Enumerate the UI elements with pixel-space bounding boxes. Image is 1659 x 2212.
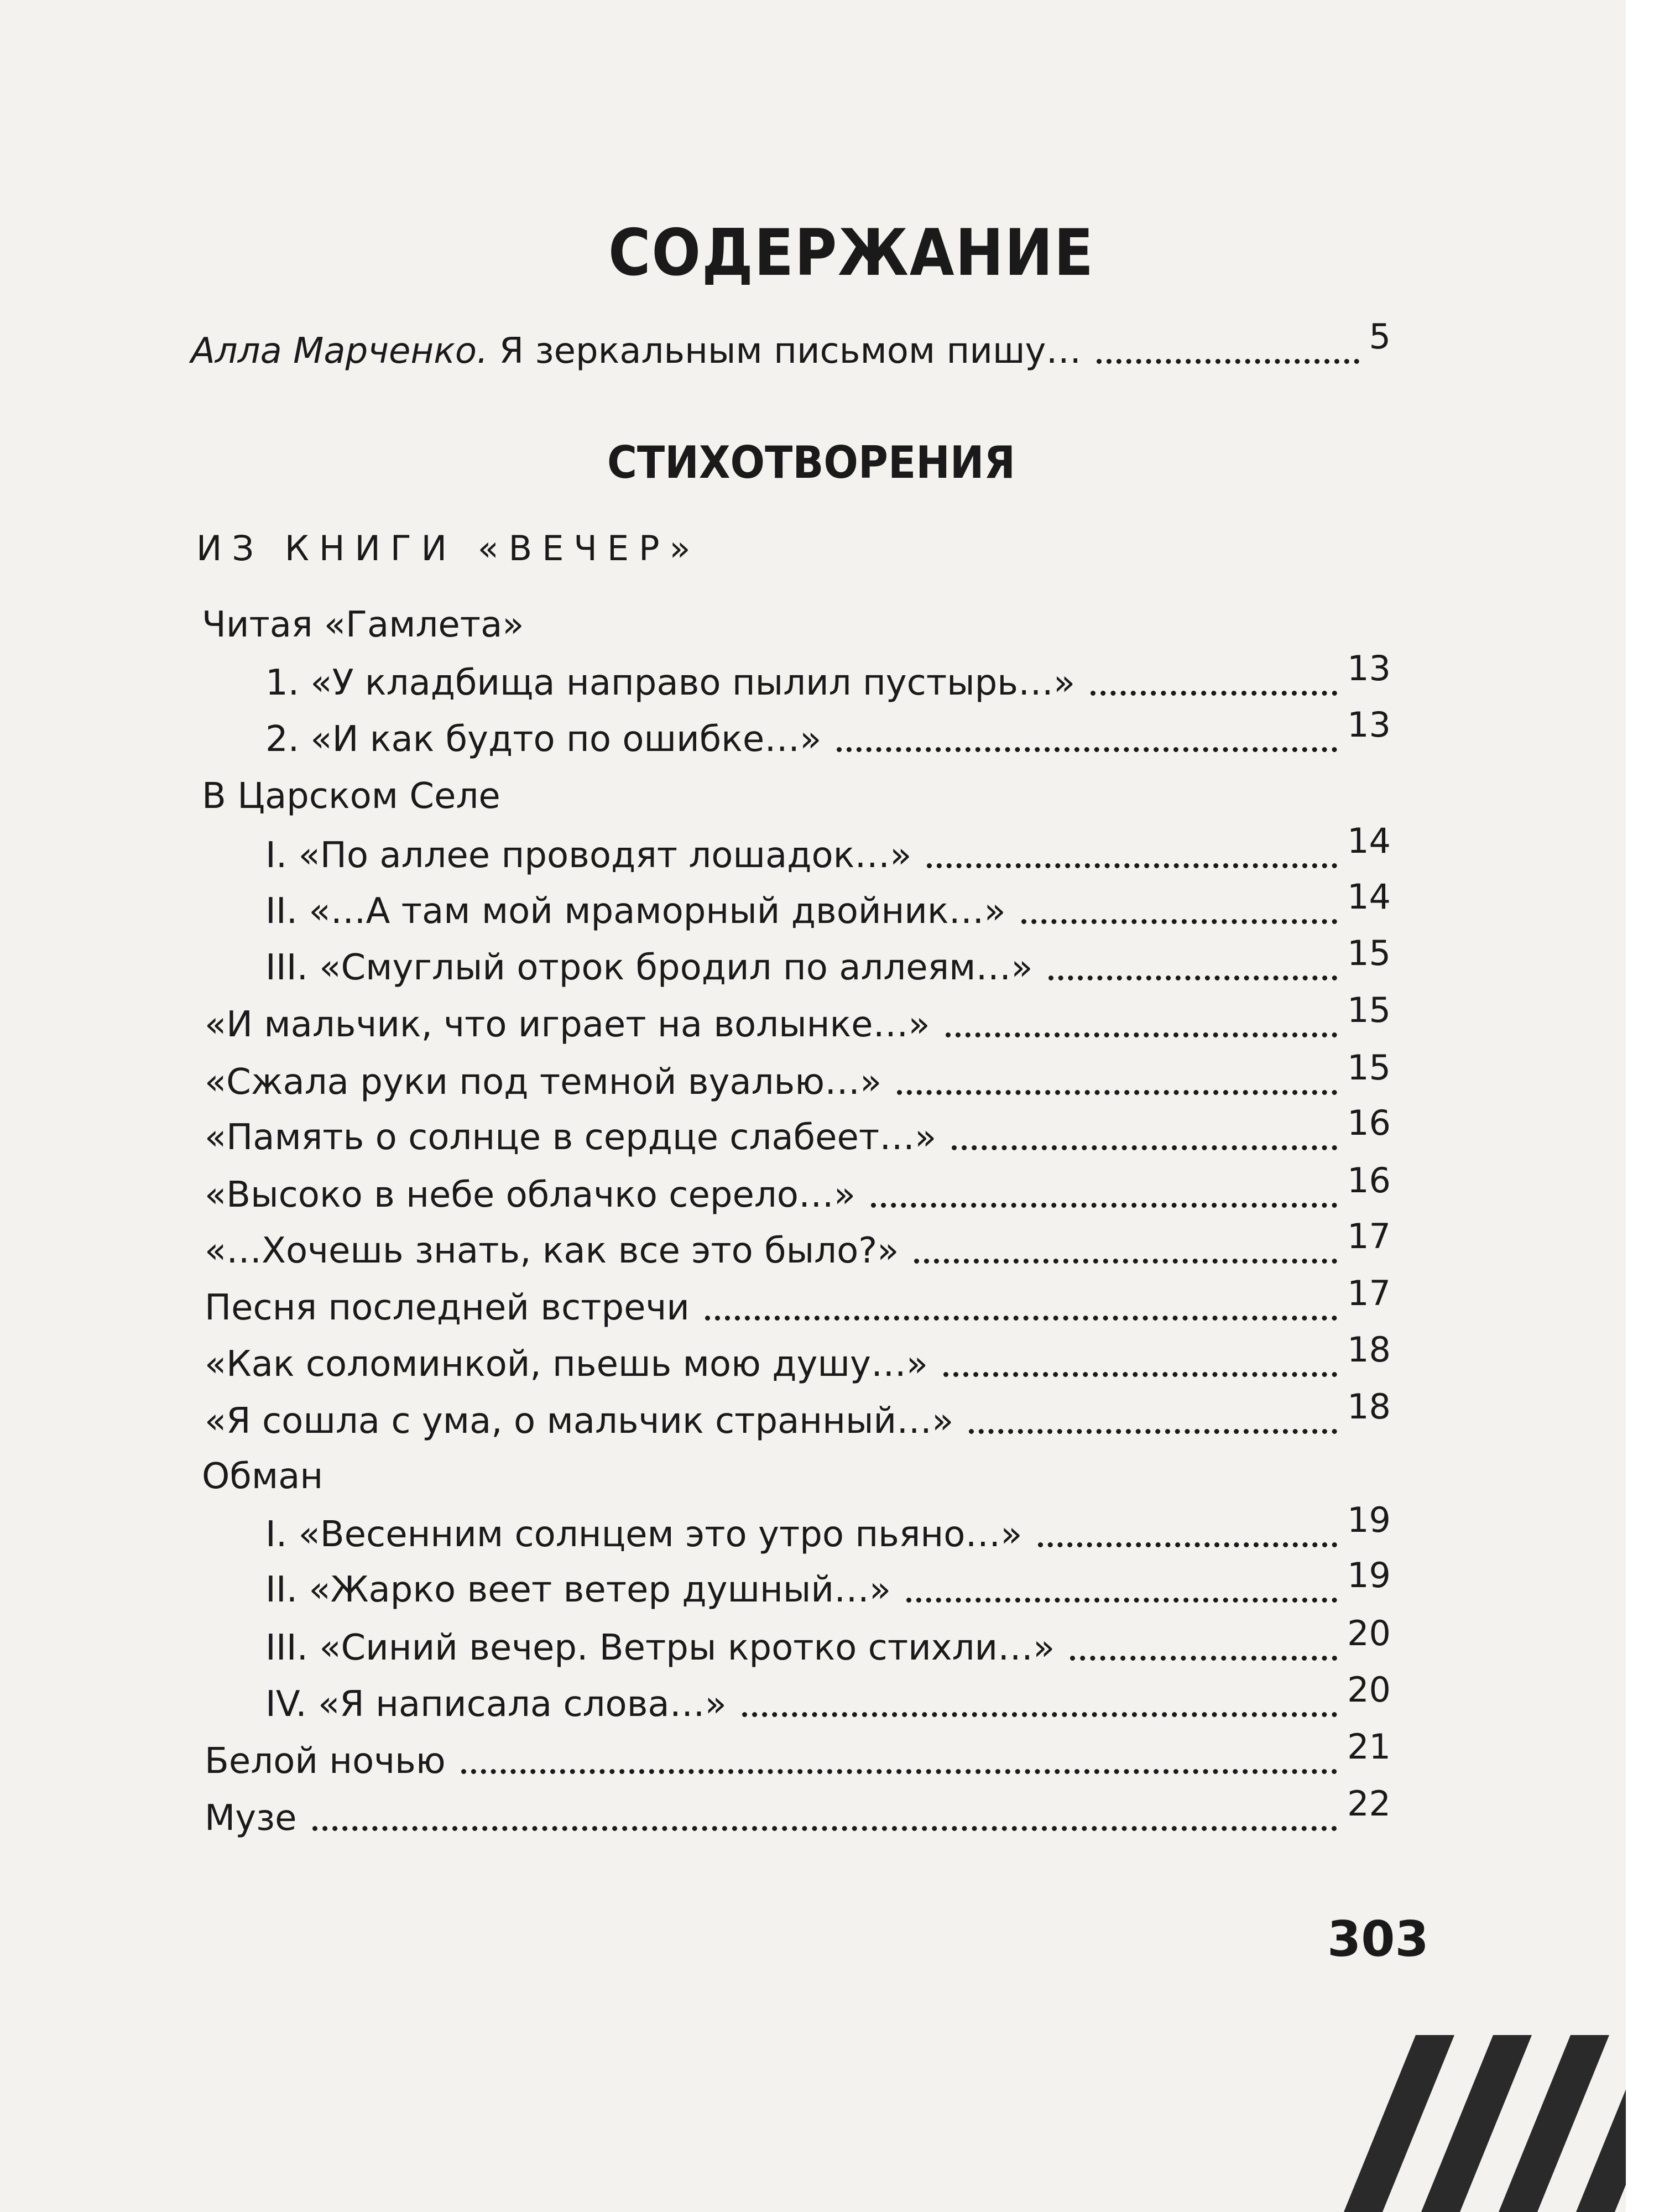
- toc-entry-title: IV. «Я написала слова…»: [265, 1684, 727, 1725]
- leader-dots: [871, 1203, 1337, 1208]
- leader-dots: [969, 1429, 1337, 1434]
- toc-intro-row: [191, 316, 1391, 376]
- toc-entry-title: I. «Весенним солнцем это утро пьяно…»: [265, 1514, 1022, 1555]
- toc-entry-title: Музе: [205, 1798, 297, 1839]
- leader-dots: [927, 863, 1337, 868]
- book-title: ИЗ КНИГИ «ВЕЧЕР»: [196, 528, 701, 568]
- page-ref: 18: [1347, 1386, 1391, 1427]
- leader-dots: [1021, 919, 1337, 924]
- toc-entry-title: «Как соломинкой, пьешь мою душу…»: [205, 1344, 928, 1385]
- toc-group-heading: Читая «Гамлета»: [202, 604, 524, 645]
- toc-entry-title: III. «Смуглый отрок бродил по аллеям…»: [265, 947, 1033, 988]
- toc-group-heading: Обман: [202, 1456, 324, 1497]
- toc-sub-entry: [265, 933, 1391, 993]
- toc-intro-text: [191, 326, 1081, 376]
- toc-entry-title: III. «Синий вечер. Ветры кротко стихли…»: [265, 1627, 1055, 1668]
- toc-entry-title: «Высоко в небе облачко серело…»: [205, 1175, 856, 1215]
- toc-sub-entry: [265, 705, 1391, 764]
- page-ref: 14: [1347, 821, 1391, 861]
- leader-dots: [1038, 1542, 1338, 1547]
- toc-entry: [205, 1160, 1391, 1220]
- page-ref: 17: [1347, 1273, 1391, 1313]
- page-ref: 13: [1347, 705, 1391, 745]
- page-ref: 14: [1347, 877, 1391, 917]
- leader-dots: [461, 1769, 1337, 1774]
- leader-dots: [1091, 691, 1337, 696]
- toc-entry-title: Песня последней встречи: [205, 1287, 690, 1328]
- leader-dots: [1048, 975, 1338, 980]
- leader-dots: [705, 1316, 1337, 1321]
- toc-entry-title: II. «…А там мой мраморный двойник…»: [265, 891, 1006, 932]
- page-ref: 5: [1369, 316, 1391, 357]
- page-ref: 19: [1347, 1500, 1391, 1540]
- page-ref: 22: [1347, 1783, 1391, 1824]
- leader-dots: [1070, 1656, 1337, 1661]
- toc-entry: [205, 1103, 1391, 1162]
- toc-entry: [205, 1273, 1391, 1333]
- leader-dots: [312, 1826, 1338, 1831]
- leader-dots: [837, 747, 1337, 752]
- decorative-stripes: [1327, 2035, 1626, 2212]
- page-ref: 18: [1347, 1329, 1391, 1370]
- toc-entry: [205, 1047, 1391, 1107]
- toc-entry: [205, 1783, 1391, 1843]
- toc-sub-entry: [265, 1500, 1391, 1559]
- page-ref: 20: [1347, 1670, 1391, 1710]
- page-ref: 15: [1347, 990, 1391, 1030]
- toc-entry-title: 2. «И как будто по ошибке…»: [265, 719, 822, 760]
- page-ref: 19: [1347, 1555, 1391, 1595]
- section-title: СТИХОТВОРЕНИЯ: [607, 437, 1016, 488]
- leader-dots: [943, 1372, 1337, 1377]
- leader-dots: [906, 1598, 1337, 1603]
- page-ref: 15: [1347, 1047, 1391, 1088]
- toc-entry: [205, 1329, 1391, 1389]
- toc-entry-title: «Я сошла с ума, о мальчик странный…»: [205, 1401, 954, 1442]
- page-number: 303: [1327, 1911, 1429, 1968]
- toc-group-heading: В Царском Селе: [202, 776, 500, 817]
- page-ref: 16: [1347, 1160, 1391, 1201]
- page-ref: 17: [1347, 1216, 1391, 1256]
- toc-sub-entry: [265, 648, 1391, 708]
- leader-dots: [1097, 359, 1359, 364]
- leader-dots: [946, 1032, 1337, 1037]
- toc-entry-title: Белой ночью: [205, 1741, 446, 1782]
- toc-sub-entry: [265, 1555, 1391, 1615]
- toc-sub-entry: [265, 877, 1391, 936]
- toc-entry-title: «И мальчик, что играет на волынке…»: [205, 1004, 930, 1045]
- toc-entry-title: 1. «У кладбища направо пылил пустырь…»: [265, 662, 1076, 703]
- page-edge: [1626, 0, 1659, 2212]
- leader-dots: [742, 1712, 1337, 1717]
- toc-entry: [205, 1726, 1391, 1786]
- toc-entry-title: «…Хочешь знать, как все это было?»: [205, 1230, 899, 1271]
- toc-entry-title: I. «По аллее проводят лошадок…»: [265, 835, 912, 876]
- intro-title: Я зеркальным письмом пишу…: [499, 331, 1082, 372]
- page-ref: 16: [1347, 1103, 1391, 1143]
- page-ref: 15: [1347, 933, 1391, 973]
- leader-dots: [897, 1090, 1337, 1095]
- toc-entry: [205, 1386, 1391, 1446]
- page-title: СОДЕРЖАНИЕ: [608, 216, 1094, 290]
- toc-sub-entry: [265, 1613, 1391, 1673]
- intro-author: Алла Марченко.: [191, 331, 488, 372]
- toc-sub-entry: [265, 821, 1391, 880]
- toc-sub-entry: [265, 1670, 1391, 1729]
- toc-entry: [205, 990, 1391, 1050]
- toc-entry-title: II. «Жарко веет ветер душный…»: [265, 1569, 891, 1610]
- toc-entry: [205, 1216, 1391, 1276]
- page-ref: 21: [1347, 1726, 1391, 1767]
- page-ref: 20: [1347, 1613, 1391, 1653]
- leader-dots: [952, 1145, 1337, 1150]
- leader-dots: [914, 1259, 1337, 1264]
- page-ref: 13: [1347, 648, 1391, 688]
- toc-entry-title: «Память о солнце в сердце слабеет…»: [205, 1117, 937, 1158]
- toc-entry-title: «Сжала руки под темной вуалью…»: [205, 1062, 882, 1103]
